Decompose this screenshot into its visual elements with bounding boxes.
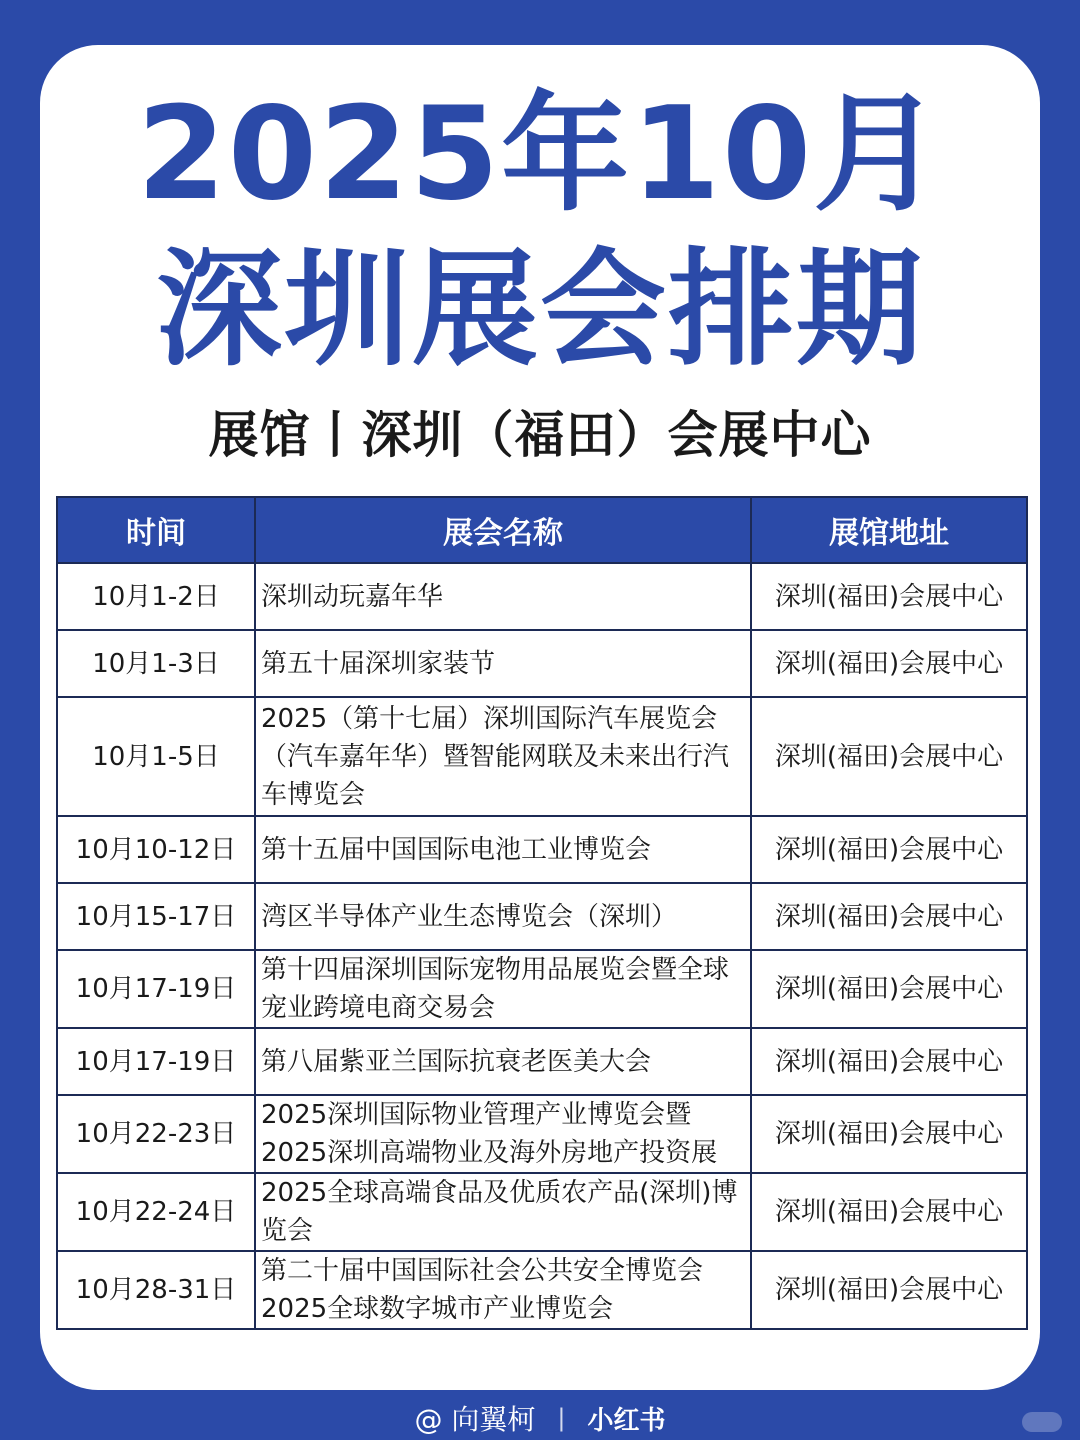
cell-time: 10月1-5日 (57, 697, 255, 816)
cell-venue: 深圳(福田)会展中心 (751, 630, 1027, 697)
cell-venue: 深圳(福田)会展中心 (751, 883, 1027, 950)
exhibition-schedule-table (56, 496, 1028, 1330)
cell-time: 10月17-19日 (57, 950, 255, 1028)
cell-exhibition-name: 第五十届深圳家装节 (255, 630, 751, 697)
table-row (57, 630, 1027, 697)
footer-credit (0, 1398, 1080, 1438)
table-header-row (57, 497, 1027, 563)
cell-exhibition-name: 第二十届中国国际社会公共安全博览会2025全球数字城市产业博览会 (255, 1251, 751, 1329)
cell-venue: 深圳(福田)会展中心 (751, 1173, 1027, 1251)
table-row (57, 816, 1027, 883)
table-row (57, 950, 1027, 1028)
cell-time: 10月17-19日 (57, 1028, 255, 1095)
table-row (57, 1028, 1027, 1095)
venue-subtitle: 展馆丨深圳（福田）会展中心 (208, 406, 872, 464)
cell-venue: 深圳(福田)会展中心 (751, 950, 1027, 1028)
cell-time: 10月22-23日 (57, 1095, 255, 1173)
cell-exhibition-name: 第八届紫亚兰国际抗衰老医美大会 (255, 1028, 751, 1095)
cell-exhibition-name: 2025全球高端食品及优质农产品(深圳)博览会 (255, 1173, 751, 1251)
cell-time: 10月10-12日 (57, 816, 255, 883)
table-row (57, 563, 1027, 630)
column-header-venue: 展馆地址 (751, 497, 1027, 563)
corner-badge-icon (1022, 1412, 1062, 1432)
cell-exhibition-name: 深圳动玩嘉年华 (255, 563, 751, 630)
cell-exhibition-name: 第十四届深圳国际宠物用品展览会暨全球宠业跨境电商交易会 (255, 950, 751, 1028)
cell-time: 10月22-24日 (57, 1173, 255, 1251)
cell-time: 10月15-17日 (57, 883, 255, 950)
table-row (57, 1173, 1027, 1251)
author-handle[interactable]: @ 向翼柯 (414, 1403, 536, 1436)
cell-venue: 深圳(福田)会展中心 (751, 1251, 1027, 1329)
cell-time: 10月1-3日 (57, 630, 255, 697)
cell-time: 10月1-2日 (57, 563, 255, 630)
page-title-line1: 2025年10月 (136, 80, 944, 229)
column-header-time: 时间 (57, 497, 255, 563)
table-row (57, 697, 1027, 816)
cell-venue: 深圳(福田)会展中心 (751, 816, 1027, 883)
cell-exhibition-name: 湾区半导体产业生态博览会（深圳） (255, 883, 751, 950)
cell-exhibition-name: 2025深圳国际物业管理产业博览会暨2025深圳高端物业及海外房地产投资展 (255, 1095, 751, 1173)
cell-exhibition-name: 2025（第十七届）深圳国际汽车展览会（汽车嘉年华）暨智能网联及未来出行汽车博览会 (255, 697, 751, 816)
brand-logo: 小红书 (587, 1405, 666, 1436)
table-row (57, 1251, 1027, 1329)
cell-venue: 深圳(福田)会展中心 (751, 697, 1027, 816)
table-row (57, 883, 1027, 950)
cell-time: 10月28-31日 (57, 1251, 255, 1329)
page-title-line2: 深圳展会排期 (156, 236, 924, 383)
cell-venue: 深圳(福田)会展中心 (751, 1028, 1027, 1095)
table-row (57, 1095, 1027, 1173)
cell-exhibition-name: 第十五届中国国际电池工业博览会 (255, 816, 751, 883)
cell-venue: 深圳(福田)会展中心 (751, 563, 1027, 630)
cell-venue: 深圳(福田)会展中心 (751, 1095, 1027, 1173)
column-header-name: 展会名称 (255, 497, 751, 563)
footer-divider: | (557, 1404, 566, 1432)
